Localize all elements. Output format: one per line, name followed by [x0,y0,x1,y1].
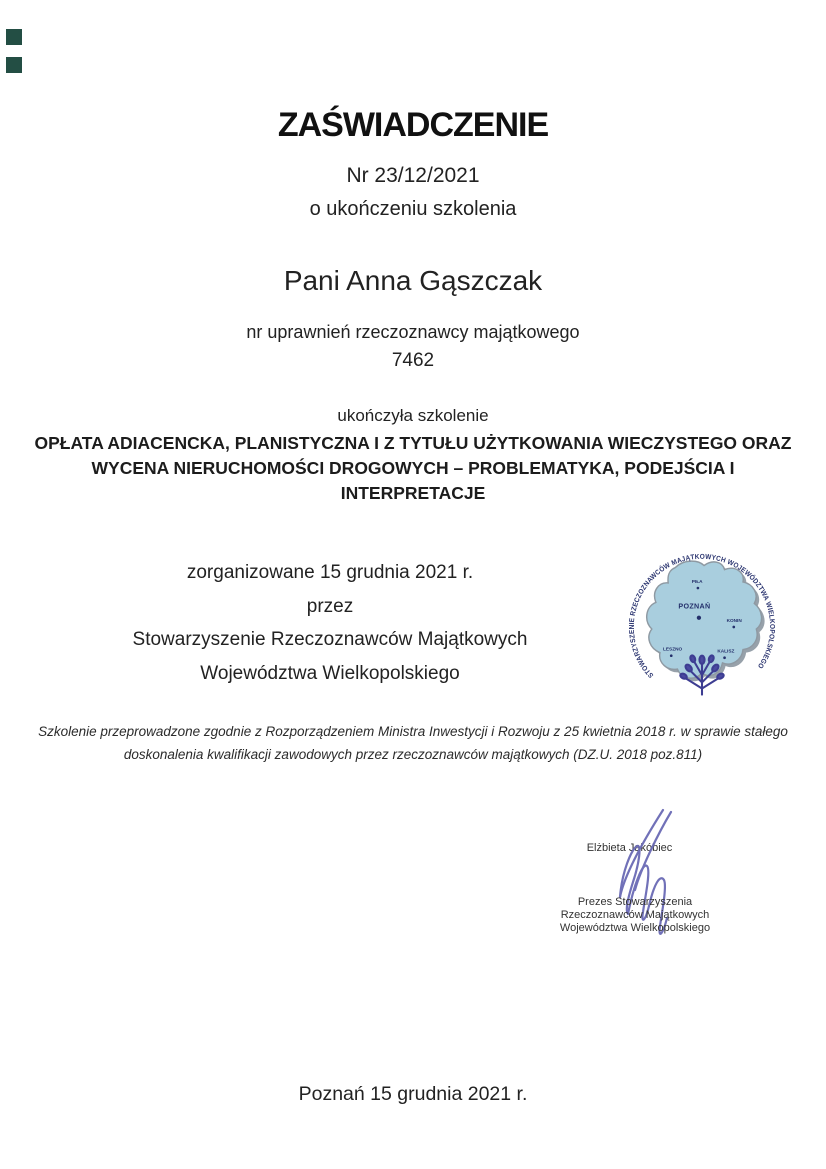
city-dot-pila [697,587,700,590]
certificate-subtitle: o ukończeniu szkolenia [309,198,517,220]
certificate-number: Nr 23/12/2021 [346,164,480,187]
organizer-name-line-2: Województwa Wielkopolskiego [200,662,460,684]
city-label-poznan: POZNAŃ [678,602,711,611]
signer-title-line-3: Województwa Wielkopolskiego [559,922,711,935]
corner-mark-bottom [6,57,22,73]
city-label-pila: PIŁA [691,578,703,584]
license-label: nr uprawnień rzeczoznawcy majątkowego [246,322,580,342]
completed-label: ukończyła szkolenie [337,406,489,425]
city-label-leszno: LESZNO [663,646,683,652]
seal-graphic [620,545,784,709]
organized-date-line: zorganizowane 15 grudnia 2021 r. [186,562,474,583]
signer-title-block [555,896,715,936]
legal-note-line-2: doskonalenia kwalifikacji zawodowych przez rzeczoznawców majątkowych (DZ.U. 2018 poz.811) [123,747,703,762]
city-dot-leszno [670,654,673,657]
course-title-line-3: INTERPRETACJE [340,483,486,503]
issue-date: Poznań 15 grudnia 2021 r. [298,1083,528,1105]
city-label-kalisz: KALISZ [717,648,735,654]
corner-mark-top [6,29,22,45]
association-seal [620,545,784,709]
city-label-konin: KONIN [726,617,742,623]
signer-name: Elżbieta Jakóbiec [586,842,673,854]
course-title-line-2: WYCENA NIERUCHOMOŚCI DROGOWYCH – PROBLEMATYKA, PODEJŚCIA I [91,458,735,478]
license-number: 7462 [391,350,435,371]
course-title [0,431,826,506]
seal-ring-text: STOWARZYSZENIE RZECZOZNAWCÓW MAJĄTKOWYCH WOJEWÓDZTWA WIELKOPOLSKIEGO [628,553,776,679]
organizer-block [85,556,575,690]
city-dot-poznan [697,616,701,620]
certificate-title: ZAŚWIADCZENIE [277,106,549,144]
organized-by-label: przez [306,595,354,617]
recipient-name: Pani Anna Gąszczak [283,265,543,296]
course-title-line-1: OPŁATA ADIACENCKA, PLANISTYCZNA I Z TYTUŁU UŻYTKOWANIA WIECZYSTEGO ORAZ [34,433,792,453]
signer-title-line-1: Prezes Stowarzyszenia [577,896,693,908]
legal-note [0,720,826,766]
city-dot-kalisz [723,656,726,659]
organizer-name-line-1: Stowarzyszenie Rzeczoznawców Majątkowych [132,629,528,650]
city-dot-konin [732,626,735,629]
legal-note-line-1: Szkolenie przeprowadzone zgodnie z Rozporządzeniem Ministra Inwestycji i Rozwoju z 25 kwietnia 2018 r. w sprawie stałego [38,724,788,739]
signer-title-line-2: Rzeczoznawców Majątkowych [560,909,710,922]
